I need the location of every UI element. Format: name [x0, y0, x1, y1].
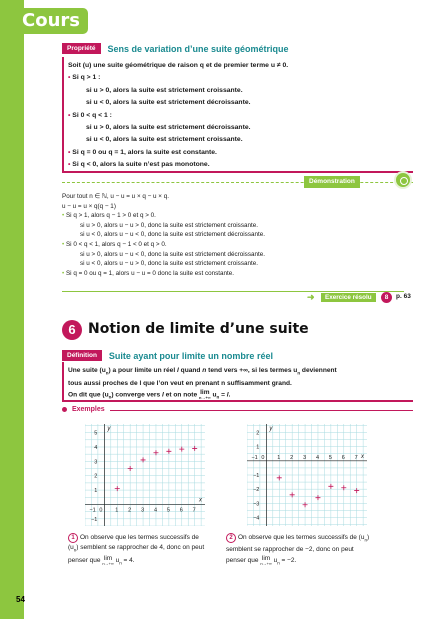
data-point: [153, 450, 158, 455]
definition-line: Une suite $(u_n)$ a pour limite un réel l quand n tend vers +∞, si les termes $u_n$ deviennent: [68, 367, 337, 376]
bullet-icon: •: [68, 148, 73, 156]
definition-title: Suite ayant pour limite un nombre réel: [108, 350, 273, 361]
arrow-right-icon: ➜: [307, 292, 315, 302]
x-tick-label: 4: [153, 507, 158, 514]
x-axis-label: x: [199, 497, 202, 504]
y-tick-label: −3: [253, 501, 260, 508]
data-point: [128, 466, 133, 471]
examples-header: [62, 406, 105, 413]
exercise-link[interactable]: Exercice résolu: [321, 293, 376, 302]
y-axis-label: y: [107, 426, 111, 432]
example-2-caption: 2 On observe que les termes successifs de $(u_n)$ semblent se rapprocher de −2, donc on peut penser que lim n→+∞ $u_n = -2$.: [226, 534, 370, 567]
y-tick-label: 1: [94, 488, 98, 495]
x-tick-label: 2: [128, 507, 132, 514]
demonstration-text: Pour tout n ∈ ℕ, u − u = u × q − u × q.: [62, 193, 169, 200]
y-tick-label: 2: [94, 473, 98, 480]
demonstration-text: u − u = u × q(q − 1): [62, 202, 116, 210]
x-tick-label: 2: [290, 454, 294, 461]
x-tick-label: 6: [341, 454, 345, 461]
example-2-number: 2: [226, 533, 236, 543]
x-tick-label: 6: [179, 507, 183, 514]
page-number: 54: [16, 595, 25, 604]
demonstration-text: Si q > 1, alors q − 1 > 0 et q > 0.: [65, 212, 156, 220]
example-1-number: 1: [68, 533, 78, 543]
section-number: 6: [62, 320, 82, 340]
bullet-icon: •: [62, 240, 66, 248]
y-tick-label: −4: [253, 515, 260, 522]
property-text: si u > 0, alors la suite est strictement croissante.: [86, 86, 243, 94]
x-tick-label: 0: [261, 454, 265, 461]
property-text: Si q = 0 ou q = 1, alors la suite est constante.: [72, 148, 217, 156]
y-axis-label: y: [269, 426, 273, 432]
demonstration-text: Si 0 < q < 1, alors q − 1 < 0 et q > 0.: [65, 240, 167, 248]
exercise-page: p. 63: [396, 293, 411, 300]
property-text: Si q > 1 :: [72, 74, 101, 82]
x-axis-label: x: [361, 453, 364, 460]
x-tick-label: 7: [192, 507, 196, 514]
property-line: [68, 134, 413, 146]
data-point: [192, 446, 197, 451]
bullet-icon: •: [68, 111, 73, 119]
demonstration-line: [62, 211, 412, 221]
demonstration-line: [62, 269, 412, 279]
exercise-number-badge: 8: [381, 292, 392, 303]
demonstration-line: [62, 202, 412, 212]
example-1-caption: 1 On observe que les termes successifs de $(u_n)$ semblent se rapprocher de 4, donc on peut penser que lim n→+∞ $u_n = 4$.: [68, 534, 205, 567]
definition-box: [62, 362, 413, 402]
y-tick-label: −2: [253, 487, 260, 494]
property-header: [62, 43, 289, 57]
data-point: [166, 449, 171, 454]
data-point: [115, 486, 120, 491]
property-line: [68, 60, 413, 72]
demonstration-text: si u < 0, alors u − u < 0, donc la suite est strictement décroissante.: [80, 231, 265, 239]
property-text: Soit (u) une suite géométrique de raison q et de premier terme u ≠ 0.: [68, 62, 289, 69]
y-tick-label: 2: [256, 430, 260, 437]
data-point: [315, 495, 320, 500]
property-line: [68, 147, 413, 159]
property-line: [68, 97, 413, 109]
demonstration-line: [62, 192, 412, 202]
definition-line: On dit que $(u_n)$ converge vers l et on note lim n→+∞ $u_n = l$.: [68, 389, 231, 401]
x-tick-label: 7: [354, 454, 358, 461]
demonstration-line: [62, 240, 412, 250]
demonstration-text: si u < 0, alors u − u > 0, donc la suite est strictement croissante.: [80, 260, 258, 268]
bullet-icon: •: [68, 74, 73, 82]
demonstration-line: [62, 259, 412, 269]
section-title: Notion de limite d’une suite: [88, 321, 309, 337]
property-box: [62, 57, 413, 173]
property-title: Sens de variation d’une suite géométrique: [107, 43, 289, 54]
data-point: [354, 488, 359, 493]
data-point: [290, 492, 295, 497]
cours-tab: Cours: [14, 8, 88, 34]
example-1-chart: [85, 424, 205, 526]
data-point: [341, 485, 346, 490]
property-line: [68, 110, 413, 122]
demonstration-text: si u > 0, alors u − u > 0, donc la suite est strictement croissante.: [80, 221, 258, 229]
x-tick-label: 5: [328, 454, 332, 461]
x-tick-label: 3: [141, 507, 145, 514]
property-line: [68, 72, 413, 84]
property-line: [68, 85, 413, 97]
demonstration-gear-icon: [394, 171, 412, 189]
demonstration-text: si u > 0, alors u − u < 0, donc la suite est strictement décroissante.: [80, 250, 265, 258]
x-tick-label: 1: [115, 507, 119, 514]
property-line: [68, 122, 413, 134]
demonstration-tag[interactable]: Démonstration: [304, 176, 360, 188]
property-text: si u > 0, alors la suite est strictement décroissante.: [86, 124, 251, 132]
demonstration-text: Si q = 0 ou q = 1, alors u − u = 0 donc la suite est constante.: [65, 269, 234, 277]
examples-title: Exemples: [71, 406, 105, 413]
demonstration-line: [62, 221, 412, 231]
y-tick-label: −1: [91, 516, 98, 523]
definition-tag: Définition: [62, 350, 102, 361]
x-tick-label: 1: [277, 454, 281, 461]
demonstration-line: [62, 250, 412, 260]
x-tick-label: −1: [89, 507, 96, 514]
x-tick-label: 4: [315, 454, 320, 461]
property-text: si u < 0, alors la suite est strictement croissante.: [86, 136, 243, 144]
examples-rule: [110, 410, 413, 411]
y-tick-label: 1: [256, 444, 260, 451]
bullet-icon: •: [62, 269, 66, 277]
property-text: Si q < 0, alors la suite n’est pas monotone.: [72, 161, 210, 169]
demonstration-bottom-rule: [62, 291, 404, 292]
bullet-icon: •: [68, 161, 73, 169]
data-point: [179, 447, 184, 452]
data-point: [141, 457, 146, 462]
definition-line: tous aussi proches de l que l’on veut en prenant n suffisamment grand.: [68, 380, 292, 388]
y-tick-label: 5: [94, 430, 98, 437]
demonstration-line: [62, 230, 412, 240]
data-point: [303, 502, 308, 507]
y-tick-label: 4: [94, 444, 98, 451]
demonstration-body: [62, 192, 412, 278]
bullet-icon: •: [62, 212, 66, 220]
x-tick-label: −1: [251, 454, 258, 461]
data-point: [328, 484, 333, 489]
property-text: si u < 0, alors la suite est strictement décroissante.: [86, 99, 251, 107]
data-point: [277, 475, 282, 480]
bullet-dot-icon: [62, 407, 67, 412]
property-tag: Propriété: [62, 43, 101, 54]
example-2-chart: [247, 424, 367, 526]
left-margin-band: [0, 0, 24, 619]
definition-header: [62, 350, 273, 361]
y-tick-label: 3: [94, 459, 98, 466]
x-tick-label: 0: [99, 507, 103, 514]
x-tick-label: 3: [303, 454, 307, 461]
demonstration-divider: [62, 182, 413, 191]
x-tick-label: 5: [166, 507, 170, 514]
y-tick-label: −1: [253, 473, 260, 479]
property-text: Si 0 < q < 1 :: [72, 111, 112, 119]
property-line: [68, 159, 413, 171]
